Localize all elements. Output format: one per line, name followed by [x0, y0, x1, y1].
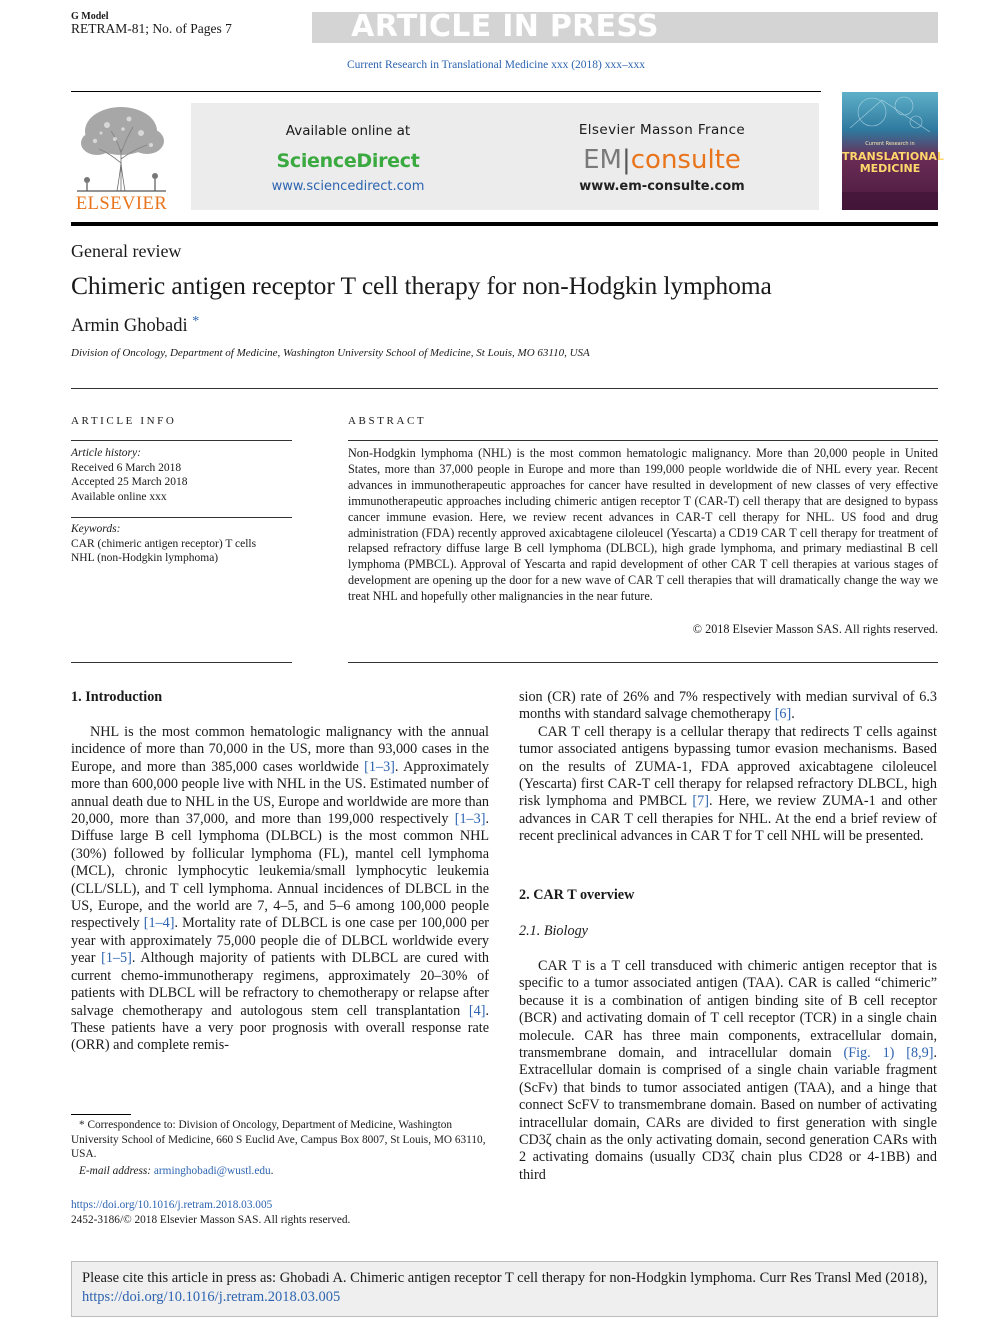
footnote-rule	[71, 1114, 131, 1115]
intro-text: . Although majority of patients with DLBCL are cured with current chemo-immunotherapy regimens, approximately 20–30% of patients with DLBCL will be refractory to chemotherapy or relapse after salvage chemotherapy and autologous stem cell transplantation	[71, 950, 489, 1019]
citation-link[interactable]: [1–3]	[364, 758, 395, 775]
keywords-rule	[71, 517, 292, 518]
elsevier-logo-text: ELSEVIER	[75, 194, 168, 214]
citation-link[interactable]: [1–5]	[101, 950, 132, 967]
keywords	[71, 522, 301, 566]
online-date: Available online xxx	[71, 490, 167, 503]
survival-paragraph	[519, 689, 937, 724]
article-info-rule	[71, 440, 292, 441]
article-history	[71, 446, 301, 504]
body-text: CAR T is a T cell transduced with chimeric antigen receptor that is specific to a tumor associated antigen (TAA). CAR is called “chimeric” because it is a combination of antigen binding site of B cell receptor (BCR) and activating domain of T cell receptor (TCR) in a single chain molecule. CAR has three main components, extracellular domain, transmembrane domain, and intracellular domain	[519, 958, 937, 1062]
received-date: Received 6 March 2018	[71, 461, 182, 474]
section-heading-introduction: 1. Introduction	[71, 689, 163, 705]
info-divider	[71, 388, 938, 389]
article-type: General review	[71, 241, 182, 261]
intro-text: . Approximately more than 600,000 people live with NHL in the US. Estimated number of annual death due to NHL in the US, Europe and worldwide are more than 20,000, more than 37,000, and more than 199,000 respectively	[71, 758, 489, 828]
intro-text: . Mortality rate of DLBCL is one case per 100,000 per year with approximately 75,000 people die of DLBCL worldwide every year	[71, 915, 489, 967]
em-logo-part: EM	[583, 145, 622, 175]
correspondence-mark-link[interactable]: *	[192, 314, 200, 329]
right-column-top	[519, 689, 937, 846]
correspondence-address: Correspondence to: Division of Oncology, Department of Medicine, Washington University School of Medicine, 660 S Euclid Ave, Campus Box 8007, St Louis, MO 63110, USA.	[71, 1119, 486, 1160]
doi-link[interactable]: https://doi.org/10.1016/j.retram.2018.03.005	[71, 1199, 273, 1211]
citation-link[interactable]: [4]	[468, 1002, 486, 1019]
footnote-mark: *	[79, 1119, 85, 1131]
cover-subtitle: Current Research in	[865, 141, 915, 147]
article-info-caption: ARTICLE INFO	[71, 415, 177, 427]
citation-sentence: Please cite this article in press as: Ghobadi A. Chimeric antigen receptor T cell therapy for non-Hodgkin lymphoma. Curr Res Transl Med (2018),	[82, 1270, 928, 1286]
car-t-intro-paragraph	[519, 724, 937, 846]
em-consulte-url-link[interactable]: www.em-consulte.com	[579, 179, 745, 194]
sciencedirect-logo: ScienceDirect	[276, 150, 420, 172]
g-model-label: G Model	[71, 11, 109, 22]
abstract-caption: ABSTRACT	[348, 415, 427, 427]
author-email-link[interactable]: arminghobadi@wustl.edu	[153, 1164, 271, 1177]
cover-title-line-2: MEDICINE	[859, 162, 921, 175]
body-text: . Here, we review ZUMA-1 and other advances in CAR T cell therapies for NHL. At the end a brief review of recent preclinical advances in CAR T for T cell NHL will be presented.	[519, 793, 937, 845]
abstract-rule	[348, 440, 938, 441]
intro-paragraph	[71, 724, 489, 1055]
author-name: Armin Ghobadi	[71, 316, 188, 336]
citation-link[interactable]: [1–4]	[143, 915, 175, 932]
body-text: sion (CR) rate of 26% and 7% respectively with median survival of 6.3 months with standard salvage chemotherapy	[519, 689, 937, 723]
biology-paragraph	[519, 958, 937, 1184]
body-text: CAR T cell therapy is a cellular therapy that redirects T cells against tumor associated antigens bypassing tumor evasion mechanisms. Based on the results of ZUMA-1, FDA approved axicabtagene ciloleucel (Yescarta) first CAR-T cell therapy for relapsed refractory DLBCL, high risk lymphoma and PMBCL	[519, 723, 937, 810]
correspondence-footnote	[71, 1118, 489, 1178]
keyword-item: NHL (non-Hodgkin lymphoma)	[71, 552, 219, 564]
article-info-bottom-rule	[71, 662, 292, 663]
article-in-press-banner: ARTICLE IN PRESS	[351, 9, 659, 44]
journal-citation-link[interactable]: Current Research in Translational Medicine xxx (2018) xxx–xxx	[347, 59, 645, 71]
citation-doi-link[interactable]: https://doi.org/10.1016/j.retram.2018.03.005	[82, 1288, 341, 1305]
abstract-text: Non-Hodgkin lymphoma (NHL) is the most common hematologic malignancy. More than 20,000 people in United States, more than 37,000 people in Europe and more than 199,000 people worldwide die of NHL every year. Recent advances in immunotherapeutic approaches for cancer have resulted in development of new classes of very effective immunotherapeutic approaches including chimeric antigen receptor T (CAR-T) cell therapy that are designed to bypass cancer immune evasion. Here, we review recent advances in CAR-T cell therapy for NHL. US food and drug administration (FDA) recently approved axicabtagene ciloleucel (Yescarta) a CD19 CAR T cell therapy for treatment of relapsed refractory diffuse large B cell lymphoma (DLBCL), high grade lymphoma, and primary mediastinal B cell lymphoma (PMBCL). Approval of Yescarta and rapid development of other CAR T cell therapies at various stages of development are opening up the door for a new wave of CAR T cell therapies that will dramatically change the way we treat NHL and hopefully other malignancies in the near future.	[348, 446, 938, 604]
intro-text: . These patients have a very poor prognosis with overall response rate (ORR) and complete remis-	[71, 1002, 489, 1054]
abstract-copyright: © 2018 Elsevier Masson SAS. All rights reserved.	[692, 622, 938, 636]
consulte-logo-part: consulte	[630, 145, 741, 175]
article-title: Chimeric antigen receptor T cell therapy for non-Hodgkin lymphoma	[71, 271, 772, 300]
cover-title	[842, 150, 944, 175]
journal-code: RETRAM-81; No. of Pages 7	[71, 21, 232, 36]
history-label: Article history:	[71, 447, 141, 459]
header-divider	[71, 91, 821, 92]
cover-title-line-1: TRANSLATIONAL	[842, 150, 944, 163]
accepted-date: Accepted 25 March 2018	[71, 476, 188, 488]
sciencedirect-url-link[interactable]: www.sciencedirect.com	[271, 179, 425, 194]
available-online-label: Available online at	[285, 123, 411, 139]
banner-thick-rule	[71, 222, 938, 226]
intro-column	[71, 724, 489, 1055]
abstract-bottom-rule	[348, 662, 938, 663]
citation-link[interactable]: [7]	[692, 793, 709, 810]
subsection-heading-biology: 2.1. Biology	[519, 923, 588, 939]
intro-heading	[71, 689, 489, 706]
intro-text: . Diffuse large B cell lymphoma (DLBCL) is the most common NHL (30%) followed by follicular lymphoma (FL), mantel cell lymphoma (MCL), chronic lymphocytic leukemia/small lymphocytic leukemia (CLL/SLL), and T cell lymphoma. Annual incidences of DLBCL in the US, Europe, and the world are 7, 4–5, and 5–6 among 100,000 people respectively	[71, 811, 489, 932]
elsevier-masson-label: Elsevier Masson France	[578, 122, 746, 138]
citation-link[interactable]: [8,9]	[906, 1045, 934, 1062]
citation-link[interactable]: [1–3]	[454, 811, 486, 828]
section-heading-car-t-overview: 2. CAR T overview	[519, 887, 635, 903]
body-text: .	[791, 706, 795, 723]
citation-text	[82, 1269, 932, 1306]
em-consulte-logo: EM|consulte	[583, 145, 741, 175]
body-text: . Extracellular domain is comprised of a single chain variable fragment (ScFv) that binds to tumor associated antigen (TAA), and a hinge that connect ScFV to transmembrane domain. Based on number of activating intracellular domain, CARs are divided to first generation with single CD3ζ chain as the only activating domain, second generation CARs with 2 activating domains (usually CD3ζ chain plus CD28 or 4-1BB) and third	[519, 1045, 937, 1183]
intro-text: NHL is the most common hematologic malignancy with the annual incidence of more than 70,000 in the US, more than 93,000 cases in the Europe, and more than 385,000 cases worldwide	[71, 724, 489, 775]
issn-copyright: 2452-3186/© 2018 Elsevier Masson SAS. All rights reserved.	[71, 1214, 351, 1226]
biology-column	[519, 958, 937, 1184]
keyword-item: CAR (chimeric antigen receptor) T cells	[71, 537, 257, 550]
email-label: E-mail address:	[79, 1164, 152, 1177]
email-end: .	[270, 1164, 274, 1177]
citation-link[interactable]: [6]	[774, 706, 792, 723]
keywords-label: Keywords:	[71, 523, 121, 535]
affiliation: Division of Oncology, Department of Medicine, Washington University School of Medicine, St Louis, MO 63110, USA	[71, 347, 590, 359]
figure-link[interactable]: (Fig. 1)	[843, 1045, 895, 1062]
author-line	[71, 314, 199, 337]
